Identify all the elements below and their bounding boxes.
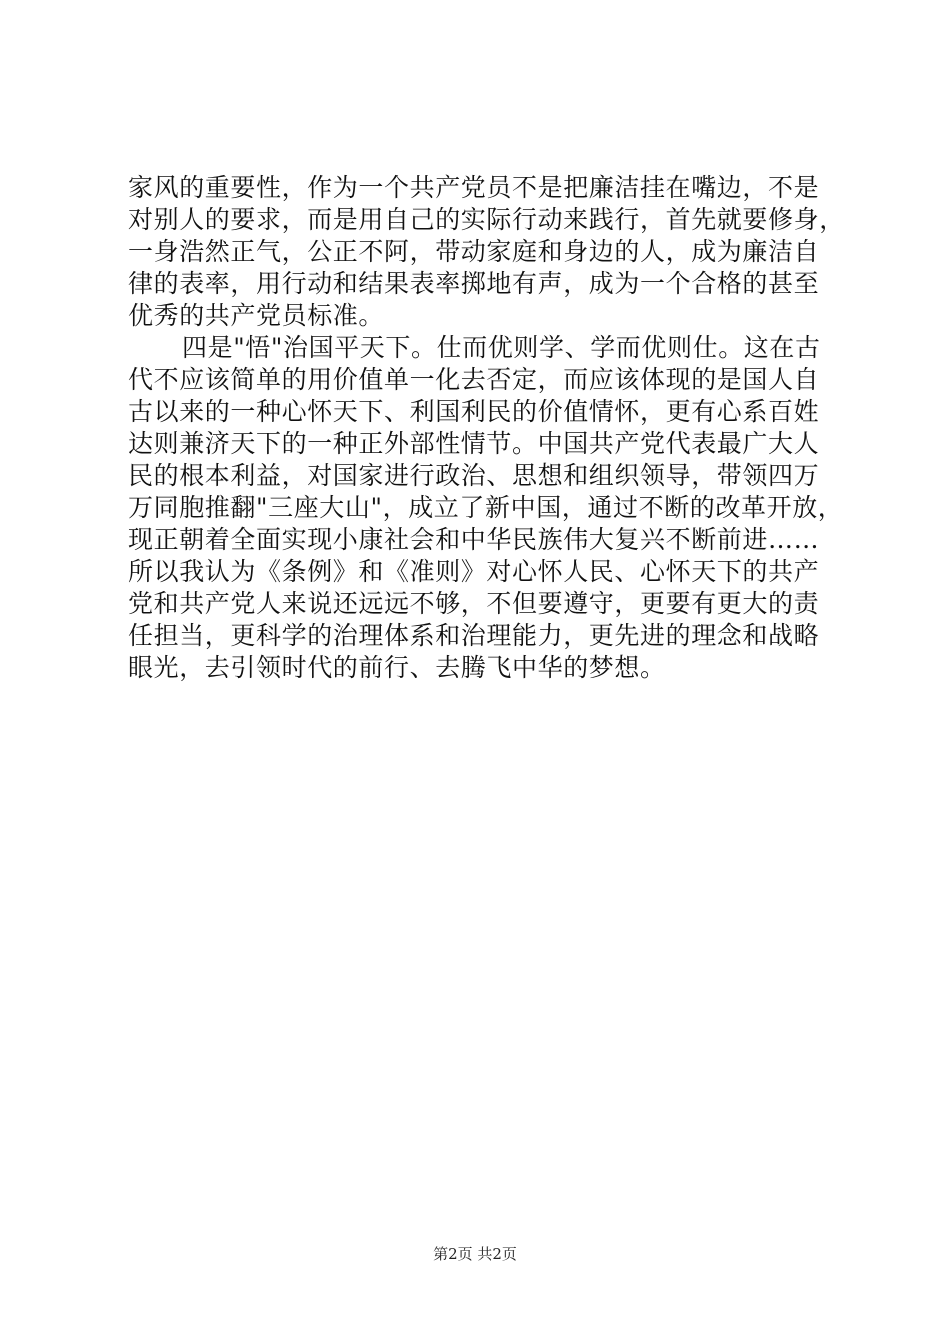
text-line: 家风的重要性，作为一个共产党员不是把廉洁挂在嘴边，不是 [128,173,820,202]
text-line: 党和共产党人来说还远远不够，不但要遵守，更要有更大的责 [128,589,820,618]
page-number: 第2页 共2页 [433,1245,517,1263]
text-line: 一身浩然正气，公正不阿，带动家庭和身边的人，成为廉洁自 [128,237,820,266]
text-line: 达则兼济天下的一种正外部性情节。中国共产党代表最广大人 [128,429,820,458]
text-line: 民的根本利益，对国家进行政治、思想和组织领导，带领四万 [128,461,820,490]
text-line: 代不应该简单的用价值单一化去否定，而应该体现的是国人自 [128,365,820,394]
text-line: 优秀的共产党员标准。 [128,301,385,330]
paragraph-start-line: 四是"悟"治国平天下。仕而优则学、学而优则仕。这在古 [182,333,821,362]
text-line: 万同胞推翻"三座大山"，成立了新中国，通过不断的改革开放， [128,493,844,522]
text-line: 对别人的要求，而是用自己的实际行动来践行，首先就要修身， [128,205,845,234]
page-footer [0,1243,950,1264]
text-line: 眼光，去引领时代的前行、去腾飞中华的梦想。 [128,653,666,682]
text-line: 古以来的一种心怀天下、利国利民的价值情怀，更有心系百姓 [128,397,820,426]
text-line: 律的表率，用行动和结果表率掷地有声，成为一个合格的甚至 [128,269,820,298]
body-text [128,172,845,684]
text-line: 任担当，更科学的治理体系和治理能力，更先进的理念和战略 [128,621,820,650]
text-line: 现正朝着全面实现小康社会和中华民族伟大复兴不断前进…… [128,525,820,554]
text-line: 所以我认为《条例》和《准则》对心怀人民、心怀天下的共产 [128,557,820,586]
